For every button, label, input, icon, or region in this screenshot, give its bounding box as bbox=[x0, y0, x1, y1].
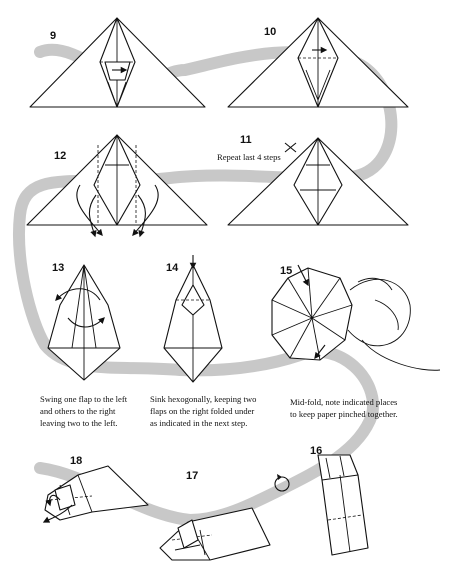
step-number-14: 14 bbox=[166, 262, 179, 274]
caption-step-15-line-2: to keep paper pinched together. bbox=[290, 409, 398, 419]
step-15-figure bbox=[272, 265, 440, 370]
step-16-figure bbox=[318, 455, 368, 555]
caption-step-14-line-2: flaps on the right folded under bbox=[150, 406, 255, 416]
caption-step-15 bbox=[290, 396, 398, 420]
step-number-18: 18 bbox=[70, 455, 83, 467]
step-number-12: 12 bbox=[54, 150, 67, 162]
caption-step-15-line-1: Mid-fold, note indicated places bbox=[290, 397, 398, 407]
step-number-17: 17 bbox=[186, 470, 199, 482]
step-number-10: 10 bbox=[264, 26, 277, 38]
step-number-11: 11 bbox=[240, 134, 252, 146]
caption-step-13-line-2: and others to the right bbox=[40, 406, 116, 416]
repeat-caption: Repeat last 4 steps bbox=[217, 152, 281, 162]
caption-step-13-line-3: leaving two to the left. bbox=[40, 418, 118, 428]
step-number-16: 16 bbox=[310, 445, 323, 457]
step-14-figure bbox=[164, 255, 222, 382]
caption-step-14-line-1: Sink hexogonally, keeping two bbox=[150, 394, 257, 404]
caption-step-14-line-3: as indicated in the next step. bbox=[150, 418, 248, 428]
caption-step-13 bbox=[40, 393, 127, 429]
caption-step-14 bbox=[150, 393, 256, 429]
step-number-9: 9 bbox=[50, 30, 57, 42]
step-10-figure bbox=[228, 18, 408, 107]
step-9-figure bbox=[30, 18, 205, 107]
caption-step-13-line-1: Swing one flap to the left bbox=[40, 394, 128, 404]
step-number-15: 15 bbox=[280, 265, 293, 277]
step-number-13: 13 bbox=[52, 262, 65, 274]
